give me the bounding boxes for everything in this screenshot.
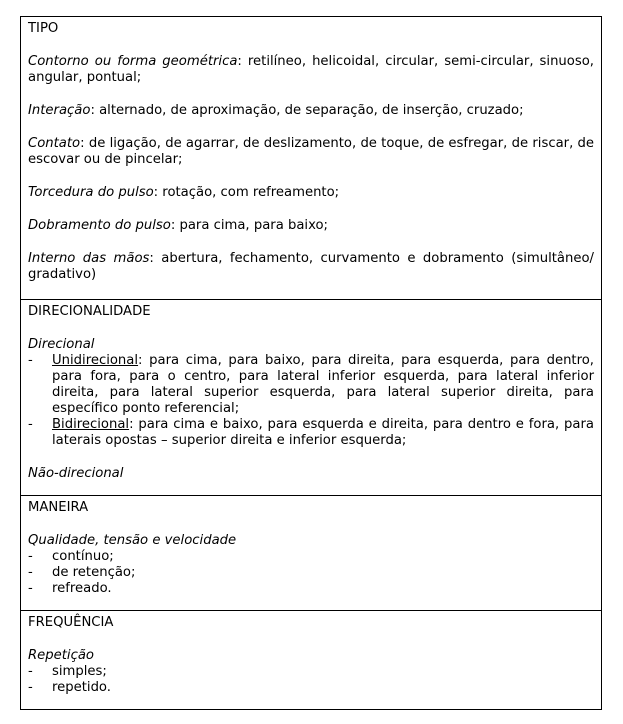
section-maneira xyxy=(21,495,601,610)
list-item: - simples; xyxy=(28,664,107,679)
section-tipo xyxy=(21,17,601,299)
tipo-contorno: Contorno ou forma geométrica: retilíneo, helicoidal, circular, semi-circular, sinuoso, angular, pontual; xyxy=(28,54,594,85)
tipo-interacao: Interação: alternado, de aproximação, de separação, de inserção, cruzado; xyxy=(28,103,524,118)
list-item: - refreado. xyxy=(28,581,112,596)
section-frequencia xyxy=(21,610,601,709)
section-header: MANEIRA xyxy=(28,500,89,515)
subtitle: Direcional xyxy=(28,337,95,352)
list-item: - repetido. xyxy=(28,680,111,695)
list-item: - Unidirecional: para cima, para baixo, para direita, para esquerda, para dentro, para fora, para o centro, para lateral inferior esquerda, para lateral inferior direita, para lateral superior esquerda, para lateral superior direita, para específico ponto referencial; xyxy=(28,353,594,416)
section-header: TIPO xyxy=(28,21,59,36)
tipo-dobramento: Dobramento do pulso: para cima, para baixo; xyxy=(28,218,328,233)
tipo-contato: Contato: de ligação, de agarrar, de deslizamento, de toque, de esfregar, de riscar, de escovar ou de pincelar; xyxy=(28,136,594,167)
parameters-table xyxy=(20,16,602,710)
tipo-interno: Interno das mãos: abertura, fechamento, curvamento e dobramento (simultâneo/ gradativo) xyxy=(28,251,594,282)
tipo-torcedura: Torcedura do pulso: rotação, com refreamento; xyxy=(28,185,340,200)
section-header: FREQUÊNCIA xyxy=(28,615,114,630)
section-header: DIRECIONALIDADE xyxy=(28,304,151,319)
subtitle: Repetição xyxy=(28,648,94,663)
footer-label: Não-direcional xyxy=(28,466,124,481)
list-item: - de retenção; xyxy=(28,565,136,580)
list-item: - Bidirecional: para cima e baixo, para esquerda e direita, para dentro e fora, para laterais opostas – superior direita e inferior esquerda; xyxy=(28,417,594,448)
section-direcionalidade xyxy=(21,299,601,495)
list-item: - contínuo; xyxy=(28,549,114,564)
subtitle: Qualidade, tensão e velocidade xyxy=(28,533,237,548)
